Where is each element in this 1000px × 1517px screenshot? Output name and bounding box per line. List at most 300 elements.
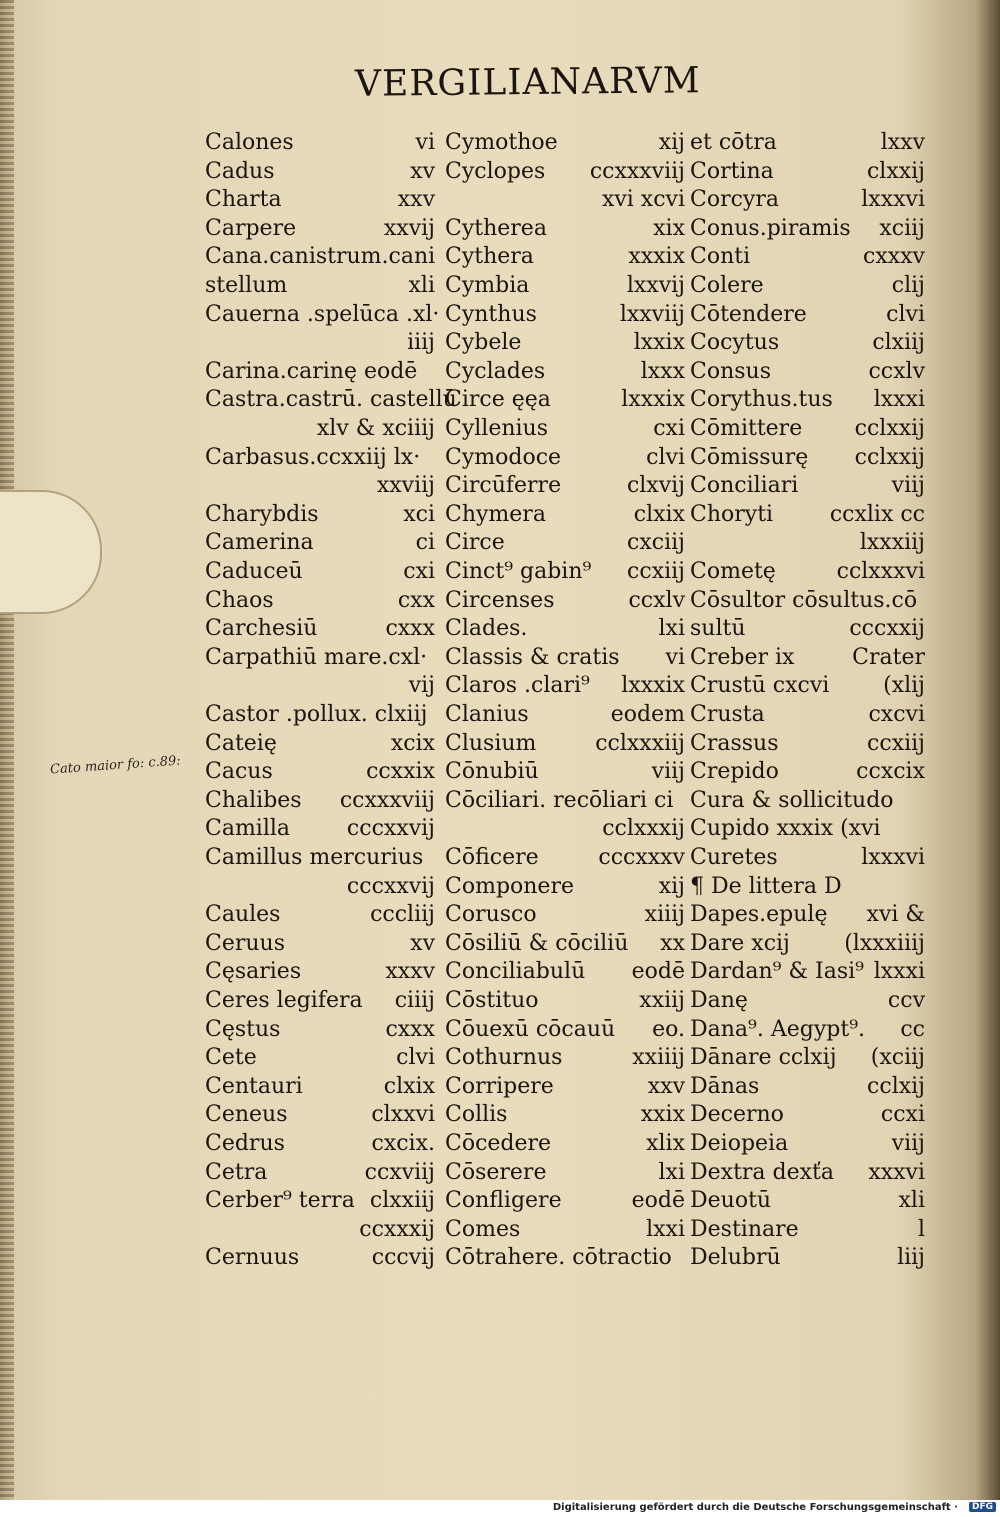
index-reference: xciij xyxy=(879,215,925,241)
index-reference: lxxv xyxy=(880,130,925,155)
index-entry xyxy=(445,586,685,616)
index-entry xyxy=(690,557,925,587)
index-entry xyxy=(445,242,685,272)
index-reference: eo. xyxy=(652,1016,685,1042)
index-word: Cernuus xyxy=(205,1245,300,1271)
index-word: Camilla xyxy=(205,816,291,842)
index-entry xyxy=(205,443,435,473)
index-word: Cupido xxxix (xvi xyxy=(690,816,881,842)
index-word: Chalibes xyxy=(205,787,302,813)
index-entry xyxy=(445,1100,685,1130)
index-reference: xxxvi xyxy=(868,1159,925,1185)
index-reference: Crater xyxy=(852,644,925,670)
index-word: Deuotū xyxy=(690,1188,772,1214)
index-entry xyxy=(445,414,685,444)
index-reference: viij xyxy=(651,759,685,785)
index-word: Colere xyxy=(690,273,764,298)
index-word: Cōtrahere. cōtractio xyxy=(445,1245,672,1271)
index-entry xyxy=(690,843,925,873)
index-word: Deiopeia xyxy=(690,1131,789,1156)
index-word: Cōcedere xyxy=(445,1131,552,1156)
index-word: Corythus.tus xyxy=(690,387,833,413)
index-entry xyxy=(445,729,685,759)
index-reference: ccxxix xyxy=(366,759,435,785)
index-reference: cclxij xyxy=(867,1073,925,1099)
index-entry xyxy=(690,500,925,530)
index-reference: clxxij xyxy=(866,158,925,184)
index-reference: lxxi xyxy=(646,1216,685,1242)
index-entry xyxy=(445,1043,685,1073)
index-entry xyxy=(445,300,685,330)
index-entry xyxy=(445,443,685,473)
index-entry xyxy=(445,786,685,816)
index-entry xyxy=(445,471,685,501)
index-reference: ccxiij xyxy=(867,730,925,756)
index-entry xyxy=(205,1015,435,1045)
index-reference: vij xyxy=(408,673,435,699)
index-entry xyxy=(690,471,925,501)
index-reference: lxxxiij xyxy=(859,530,925,556)
index-entry xyxy=(690,242,925,272)
index-reference: xx xyxy=(660,930,685,956)
index-word: Chaos xyxy=(205,587,274,613)
index-entry xyxy=(205,300,440,330)
index-entry xyxy=(205,185,435,215)
index-word: et cōtra xyxy=(690,130,777,155)
index-entry xyxy=(690,528,925,558)
index-word: Danę xyxy=(690,988,748,1013)
index-word: Dānare cclxij xyxy=(690,1045,837,1071)
index-reference: lxxviij xyxy=(619,301,685,327)
index-reference: cccliij xyxy=(370,902,435,928)
index-word: Conciliari xyxy=(690,473,799,499)
index-reference: ccxlv xyxy=(868,358,925,384)
index-word: Cinct⁹ gabin⁹ xyxy=(445,559,592,584)
index-reference: cccxxij xyxy=(849,616,925,642)
index-entry xyxy=(690,700,925,730)
index-word: Cōmittere xyxy=(690,416,803,441)
index-entry xyxy=(445,814,685,844)
index-reference: xvi xcvi xyxy=(601,187,685,213)
index-entry xyxy=(690,757,925,787)
index-reference: lxxvij xyxy=(626,273,685,298)
index-reference: lxxxi xyxy=(873,959,925,985)
index-entry xyxy=(690,1243,925,1273)
index-word: Cymbia xyxy=(445,273,530,298)
index-entry xyxy=(205,814,435,844)
index-entry xyxy=(205,214,435,244)
index-word: Cymothoe xyxy=(445,130,558,155)
index-reference: eodē xyxy=(631,1188,685,1214)
index-reference: clxxiij xyxy=(369,1188,435,1214)
index-entry xyxy=(205,729,435,759)
index-word: Collis xyxy=(445,1102,508,1128)
index-entry xyxy=(205,700,435,730)
index-reference: xxix xyxy=(640,1102,685,1128)
index-word: Circe xyxy=(445,530,505,556)
index-entry xyxy=(445,957,685,987)
index-entry xyxy=(445,214,685,244)
index-entry xyxy=(690,414,925,444)
index-reference: viij xyxy=(891,473,925,499)
index-reference: eodem xyxy=(610,702,685,727)
index-reference: (xciij xyxy=(870,1045,925,1071)
index-reference: cclxxxiij xyxy=(595,730,685,756)
index-word: Dānas xyxy=(690,1073,760,1099)
index-word: Carpere xyxy=(205,215,297,241)
index-entry xyxy=(690,586,925,616)
index-reference: viij xyxy=(891,1131,925,1156)
index-reference: iiij xyxy=(407,330,435,356)
index-entry xyxy=(690,986,925,1016)
index-word: Componere xyxy=(445,873,574,899)
index-reference: xij xyxy=(658,873,685,899)
index-reference: lxxxix xyxy=(621,387,685,413)
index-word: Cythera xyxy=(445,244,534,270)
index-entry xyxy=(690,872,925,902)
index-entry xyxy=(690,328,925,358)
index-word: Cōnubiū xyxy=(445,759,539,785)
index-word: Camillus mercurius xyxy=(205,845,424,870)
index-reference: lxxix xyxy=(633,330,685,356)
index-word: Cōficere xyxy=(445,845,539,870)
index-word: Crusta xyxy=(690,702,765,727)
page-title: VERGILIANARVM xyxy=(354,60,701,105)
index-word: sultū xyxy=(690,616,746,642)
index-entry xyxy=(445,157,685,187)
index-reference: ccxcix xyxy=(856,759,925,785)
index-reference: clxix xyxy=(383,1073,435,1099)
index-reference: ccxxxviij xyxy=(589,158,685,184)
index-word: Cete xyxy=(205,1045,257,1071)
index-entry xyxy=(445,671,685,701)
index-entry xyxy=(205,671,435,701)
index-reference: vi xyxy=(665,644,685,670)
index-reference: xxxv xyxy=(385,959,435,985)
index-reference: xxiij xyxy=(639,988,685,1013)
index-word: Cęstus xyxy=(205,1016,281,1042)
index-reference: lxxxvi xyxy=(861,845,925,870)
index-entry xyxy=(690,671,925,701)
index-entry xyxy=(445,614,685,644)
index-entry xyxy=(690,929,925,959)
index-word: Cura & sollicitudo xyxy=(690,787,894,813)
index-reference: vi xyxy=(415,130,435,155)
index-reference: cccxxvij xyxy=(346,816,435,842)
index-entry xyxy=(445,1158,685,1188)
index-word: Classis & cratis xyxy=(445,644,620,670)
index-reference: liij xyxy=(897,1245,925,1271)
index-entry xyxy=(205,271,435,301)
index-word: Castor .pollux. clxiij xyxy=(205,702,428,727)
index-reference: cxi xyxy=(403,559,435,584)
index-reference: xix xyxy=(653,215,685,241)
index-reference: cclxxij xyxy=(854,444,925,470)
index-entry xyxy=(205,557,435,587)
index-word: Cortina xyxy=(690,158,774,184)
index-word: Chymera xyxy=(445,501,546,527)
index-entry xyxy=(690,643,925,673)
index-word: Confligere xyxy=(445,1188,562,1214)
index-entry xyxy=(445,757,685,787)
index-reference: xxv xyxy=(397,187,435,213)
index-entry xyxy=(445,929,685,959)
index-entry xyxy=(445,271,685,301)
index-entry xyxy=(205,1186,435,1216)
index-word: Carina.carinę eodē xyxy=(205,358,418,384)
index-entry xyxy=(690,1129,925,1159)
index-reference: xxv xyxy=(647,1073,685,1099)
index-word: Calones xyxy=(205,130,294,155)
index-reference: xxxix xyxy=(628,244,685,270)
index-entry xyxy=(690,1043,925,1073)
index-reference: clxix xyxy=(633,501,685,527)
index-entry xyxy=(205,986,435,1016)
index-entry xyxy=(205,357,435,387)
index-word: Dare xcij xyxy=(690,930,790,956)
index-entry xyxy=(445,1186,685,1216)
index-entry xyxy=(205,1100,435,1130)
index-word: Cōsiliū & cōciliū xyxy=(445,930,629,956)
index-reference: cc xyxy=(900,1016,925,1042)
index-word: Cocytus xyxy=(690,330,780,356)
index-word: Curetes xyxy=(690,845,778,870)
index-reference: lxxxix xyxy=(621,673,685,699)
index-reference: xlix xyxy=(646,1131,685,1156)
index-reference: ccxviij xyxy=(364,1159,435,1185)
index-reference: xci xyxy=(403,501,435,527)
index-reference: ccxlix cc xyxy=(829,501,925,527)
index-word: Cerber⁹ terra xyxy=(205,1188,355,1214)
index-reference: clvi xyxy=(886,301,925,327)
index-entry xyxy=(205,957,435,987)
index-word: Cetra xyxy=(205,1159,268,1185)
index-reference: eodē xyxy=(631,959,685,985)
index-entry xyxy=(205,1129,435,1159)
index-word: Consus xyxy=(690,358,771,384)
index-word: Cōmissurę xyxy=(690,444,809,470)
index-word: Cōserere xyxy=(445,1159,547,1185)
index-reference: xxvij xyxy=(383,215,435,241)
index-word: Claros .clari⁹ xyxy=(445,673,590,699)
index-entry xyxy=(690,357,925,387)
index-entry xyxy=(445,1129,685,1159)
index-reference: cccxxxv xyxy=(598,845,685,870)
index-word: Cybele xyxy=(445,330,522,356)
index-entry xyxy=(690,1015,925,1045)
index-entry xyxy=(445,700,685,730)
index-word: Crepido xyxy=(690,759,779,785)
index-word: Destinare xyxy=(690,1216,799,1242)
index-word: Cadus xyxy=(205,158,275,184)
index-entry xyxy=(205,1072,435,1102)
index-entry xyxy=(205,328,435,358)
index-word: Caules xyxy=(205,902,281,928)
index-word: Caduceū xyxy=(205,559,303,584)
index-word: Corripere xyxy=(445,1073,554,1099)
index-entry xyxy=(205,929,435,959)
index-word: Circūferre xyxy=(445,473,562,499)
index-word: Cōsultor cōsultus.cō xyxy=(690,587,918,613)
index-word: Conti xyxy=(690,244,751,270)
index-reference: clxxvi xyxy=(371,1102,435,1128)
index-reference: cxi xyxy=(653,416,685,441)
index-word: Dextra dexťa xyxy=(690,1159,834,1185)
index-entry xyxy=(690,957,925,987)
index-entry xyxy=(205,242,435,272)
index-word: Cōciliari. recōliari ci xyxy=(445,787,674,813)
index-word: Cateię xyxy=(205,730,277,756)
index-entry xyxy=(445,1243,685,1273)
footer xyxy=(0,1500,1000,1517)
index-entry xyxy=(690,1072,925,1102)
index-word: Carpathiū mare.cxl· xyxy=(205,644,428,670)
index-reference: lxxxi xyxy=(873,387,925,413)
index-entry xyxy=(205,500,435,530)
index-entry xyxy=(690,271,925,301)
index-reference: ccxlv xyxy=(628,587,685,613)
index-reference: lxi xyxy=(658,616,685,642)
index-entry xyxy=(205,1215,435,1245)
index-entry xyxy=(690,385,925,415)
index-word: Camerina xyxy=(205,530,314,556)
index-word: Cometę xyxy=(690,559,776,584)
index-reference: cclxxxvi xyxy=(836,559,925,584)
index-word: Circenses xyxy=(445,587,555,613)
index-word: Cothurnus xyxy=(445,1045,563,1071)
index-entry xyxy=(205,586,435,616)
index-entry xyxy=(690,1100,925,1130)
index-word: Cōtendere xyxy=(690,301,807,327)
index-entry xyxy=(205,157,435,187)
index-entry xyxy=(690,157,925,187)
index-entry xyxy=(205,414,435,444)
index-reference: lxxx xyxy=(640,358,685,384)
index-entry xyxy=(445,1215,685,1245)
index-word: Cauerna .spelūca .xl· xyxy=(205,301,440,327)
index-entry xyxy=(690,786,925,816)
index-entry xyxy=(690,443,925,473)
index-reference: clxiij xyxy=(872,330,925,356)
index-word: Cana.canistrum.cani xyxy=(205,244,436,270)
index-word: Corcyra xyxy=(690,187,779,213)
index-entry xyxy=(445,328,685,358)
index-entry xyxy=(690,1186,925,1216)
index-reference: xvi & xyxy=(866,902,925,928)
index-word: Charybdis xyxy=(205,501,319,527)
index-word: Ceneus xyxy=(205,1102,288,1128)
index-reference: clvi xyxy=(396,1045,435,1071)
index-reference: clij xyxy=(891,273,925,298)
index-reference: cclxxij xyxy=(854,416,925,441)
index-entry xyxy=(205,471,435,501)
index-reference: cxcix. xyxy=(371,1131,435,1156)
index-reference: xli xyxy=(898,1188,925,1214)
index-word: Cyllenius xyxy=(445,416,549,441)
index-reference: cclxxxij xyxy=(602,816,685,842)
index-reference: l xyxy=(917,1216,925,1242)
index-reference: ci xyxy=(415,530,435,556)
index-word: Clades. xyxy=(445,616,528,642)
index-word: Castra.castrū. castellū xyxy=(205,387,457,413)
index-word: Comes xyxy=(445,1216,521,1242)
index-entry xyxy=(445,643,685,673)
index-entry xyxy=(445,872,685,902)
index-reference: xv xyxy=(410,930,435,956)
index-reference: ccxxxij xyxy=(359,1216,435,1242)
index-entry xyxy=(205,872,435,902)
index-entry xyxy=(205,528,435,558)
index-word: Conus.piramis xyxy=(690,215,851,241)
index-entry xyxy=(205,1243,435,1273)
index-reference: xcix xyxy=(390,730,435,756)
index-entry xyxy=(690,614,925,644)
index-word: Choryti xyxy=(690,501,774,527)
index-word: Cytherea xyxy=(445,215,547,241)
index-entry xyxy=(690,900,925,930)
index-word: Cynthus xyxy=(445,301,537,327)
index-word: Carchesiū xyxy=(205,616,318,642)
index-reference: xxviij xyxy=(376,473,435,499)
index-reference: xij xyxy=(658,130,685,155)
index-entry xyxy=(445,357,685,387)
index-reference: lxxxvi xyxy=(861,187,925,213)
footer-text: Digitalisierung gefördert durch die Deutsche Forschungsgemeinschaft · xyxy=(552,1502,958,1513)
index-reference: cxxx xyxy=(385,1016,435,1042)
index-entry xyxy=(205,1158,435,1188)
index-word: Dapes.epulę xyxy=(690,902,828,928)
index-reference: cccxxvij xyxy=(346,873,435,899)
index-entry xyxy=(690,1215,925,1245)
index-reference: xlv & xciiij xyxy=(316,416,435,441)
index-entry xyxy=(205,900,435,930)
index-entry xyxy=(445,557,685,587)
index-entry xyxy=(445,843,685,873)
index-entry xyxy=(690,300,925,330)
index-word: Crustū cxcvi xyxy=(690,673,830,699)
index-entry xyxy=(205,1043,435,1073)
index-word: Centauri xyxy=(205,1073,303,1099)
index-reference: clxvij xyxy=(626,473,685,499)
index-word: Conciliabulū xyxy=(445,959,586,985)
index-entry xyxy=(205,757,435,787)
index-word: stellum xyxy=(205,273,288,298)
index-entry xyxy=(445,128,685,158)
index-word: Ceres legifera xyxy=(205,988,363,1013)
index-reference: cxciij xyxy=(627,530,685,556)
index-reference: clvi xyxy=(646,444,685,470)
index-word: Clanius xyxy=(445,702,529,727)
index-word: Dardan⁹ & Iasi⁹ xyxy=(690,959,864,985)
index-reference: (xlij xyxy=(883,673,925,699)
index-reference: cxxxv xyxy=(863,244,925,270)
index-reference: xli xyxy=(408,273,435,298)
index-entry xyxy=(205,786,435,816)
margin-note: Cato maior fo: c.89: xyxy=(49,753,182,778)
index-reference: xiiij xyxy=(644,902,685,928)
index-reference: lxi xyxy=(658,1159,685,1185)
index-reference: ccxiij xyxy=(627,559,685,584)
index-entry xyxy=(445,528,685,558)
index-entry xyxy=(690,185,925,215)
index-reference: xv xyxy=(410,158,435,184)
index-reference: ccxxxviij xyxy=(339,787,435,813)
index-word: Cōstituo xyxy=(445,988,539,1013)
index-entry xyxy=(205,843,435,873)
index-entry xyxy=(445,900,685,930)
index-word: Creber ix xyxy=(690,644,795,670)
index-reference: ccv xyxy=(887,988,925,1013)
